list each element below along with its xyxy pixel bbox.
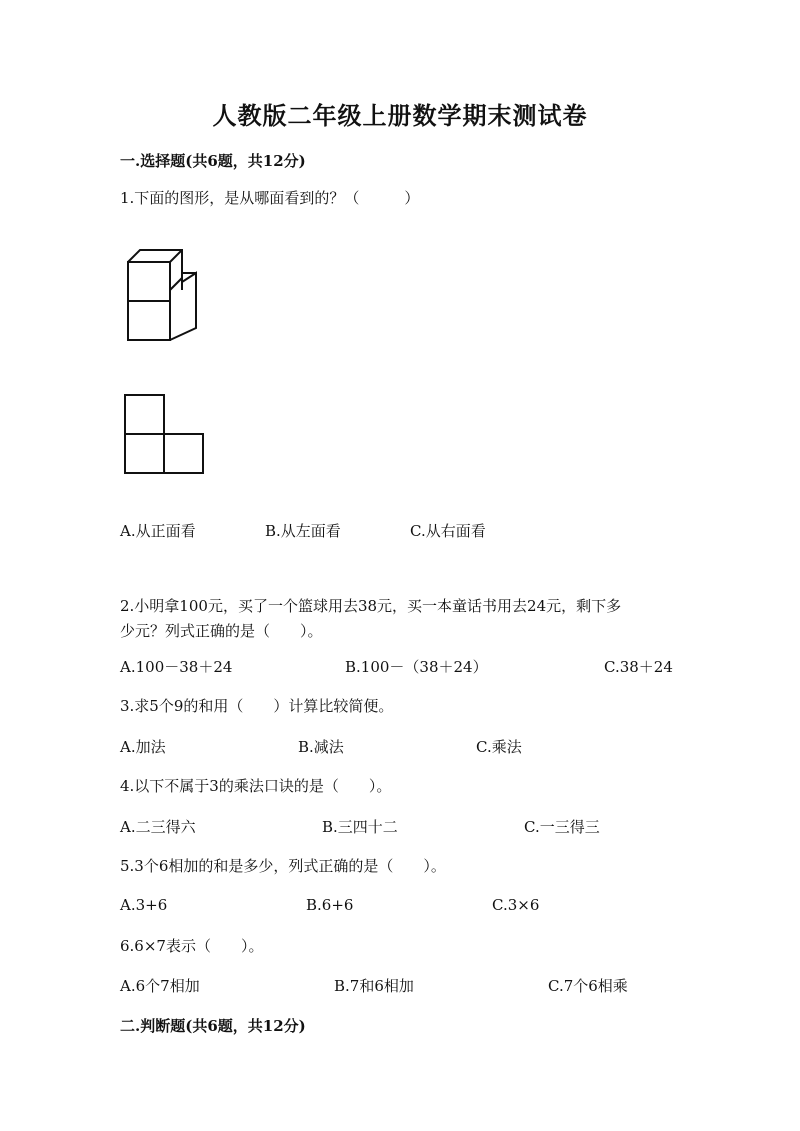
section-heading-choice: 一.选择题(共6题，共12分) bbox=[120, 152, 306, 170]
q6-option-c[interactable]: C.7个6相乘 bbox=[548, 977, 628, 995]
q4-option-a[interactable]: A.二三得六 bbox=[120, 818, 196, 836]
q3-option-b[interactable]: B.减法 bbox=[298, 738, 344, 756]
section-heading-judgement: 二.判断题(共6题，共12分) bbox=[120, 1017, 306, 1035]
question-2-line-2: 少元？列式正确的是（ ）。 bbox=[120, 622, 323, 640]
question-2-text bbox=[120, 594, 680, 644]
q2-option-b[interactable]: B.100－（38＋24） bbox=[345, 658, 488, 676]
question-4-text: 4.以下不属于3的乘法口诀的是（ ）。 bbox=[120, 777, 392, 795]
q1-option-b[interactable]: B.从左面看 bbox=[265, 522, 341, 540]
q4-option-c[interactable]: C.一三得三 bbox=[524, 818, 600, 836]
question-3-text: 3.求5个9的和用（ ）计算比较简便。 bbox=[120, 697, 394, 715]
q4-option-b[interactable]: B.三四十二 bbox=[322, 818, 398, 836]
question-6-text: 6.6×7表示（ ）。 bbox=[120, 937, 264, 955]
q5-option-a[interactable]: A.3+6 bbox=[120, 896, 168, 914]
question-2-line-1: 2.小明拿100元，买了一个篮球用去38元，买一本童话书用去24元，剩下多 bbox=[120, 597, 622, 615]
cube-stack-figure bbox=[118, 240, 208, 350]
question-5-text: 5.3个6相加的和是多少，列式正确的是（ ）。 bbox=[120, 857, 446, 875]
question-1-text: 1.下面的图形，是从哪面看到的？（ ） bbox=[120, 189, 420, 207]
q5-option-b[interactable]: B.6+6 bbox=[306, 896, 354, 914]
q1-option-c[interactable]: C.从右面看 bbox=[410, 522, 486, 540]
view-shape-figure bbox=[122, 392, 212, 476]
q6-option-b[interactable]: B.7和6相加 bbox=[334, 977, 414, 995]
q6-option-a[interactable]: A.6个7相加 bbox=[120, 977, 200, 995]
q1-option-a[interactable]: A.从正面看 bbox=[120, 522, 196, 540]
q3-option-c[interactable]: C.乘法 bbox=[476, 738, 522, 756]
q2-option-a[interactable]: A.100－38＋24 bbox=[120, 658, 233, 676]
q2-option-c[interactable]: C.38＋24 bbox=[604, 658, 673, 676]
page-title: 人教版二年级上册数学期末测试卷 bbox=[212, 101, 588, 130]
q5-option-c[interactable]: C.3×6 bbox=[492, 896, 540, 914]
q3-option-a[interactable]: A.加法 bbox=[120, 738, 166, 756]
